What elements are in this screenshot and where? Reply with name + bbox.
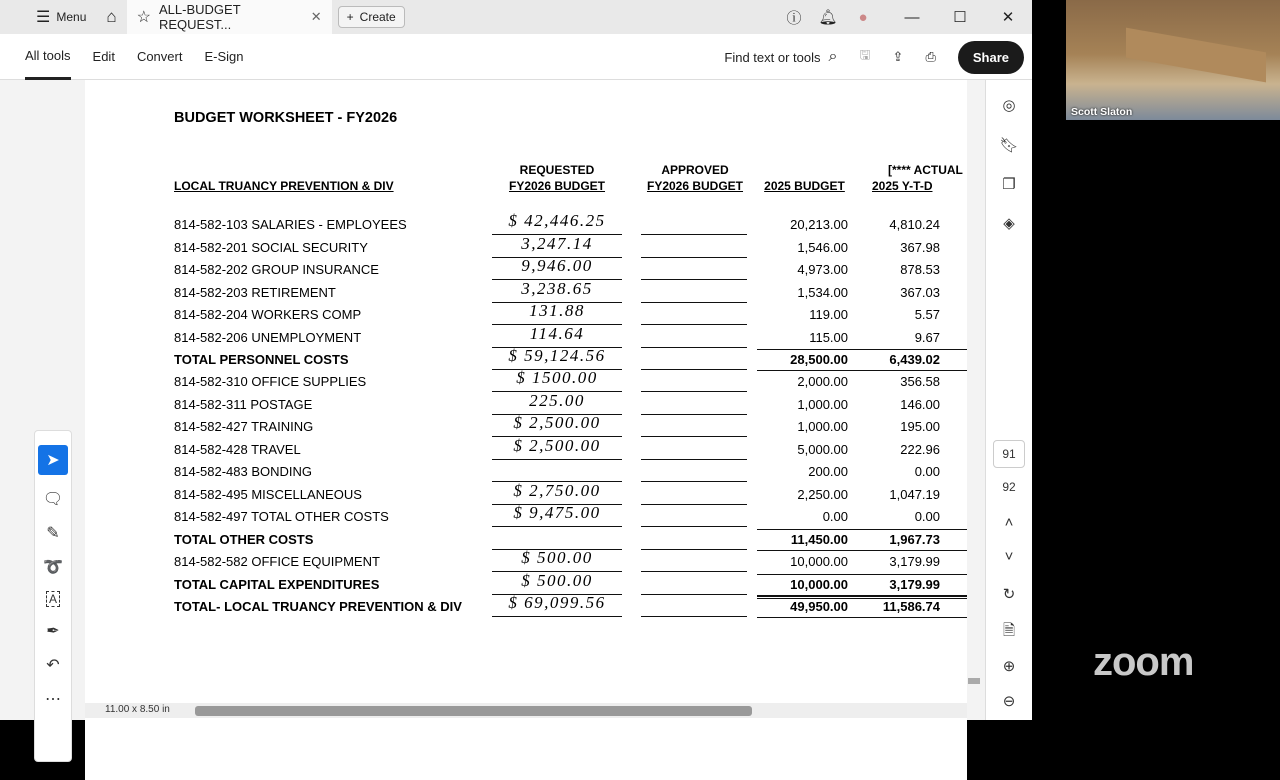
budget-2025-amount: 1,534.00 — [797, 285, 848, 300]
approved-amount-blank[interactable] — [641, 593, 747, 617]
document-tab[interactable] — [127, 0, 332, 34]
row-label: 814-582-202 GROUP INSURANCE — [174, 262, 379, 277]
header-actual — [865, 162, 967, 194]
right-sidebar — [985, 80, 1032, 720]
comment-icon[interactable]: 🗨︎ — [42, 491, 64, 508]
ytd-amount: 0.00 — [914, 464, 940, 479]
home-icon: ⌂ — [106, 7, 117, 26]
save-icon[interactable]: 🖫︎ — [859, 47, 871, 62]
requested-amount: 131.88 — [492, 301, 622, 325]
page-92-thumb[interactable]: 92 — [1002, 480, 1016, 494]
page-size-label: 11.00 x 8.50 in — [105, 704, 170, 715]
ytd-amount: 9.67 — [914, 330, 940, 345]
ytd-amount: 146.00 — [900, 397, 940, 412]
header-text: REQUESTED — [519, 163, 595, 177]
row-label: 814-582-495 MISCELLANEOUS — [174, 487, 362, 502]
pages-icon[interactable]: ❐ — [1002, 176, 1016, 193]
budget-2025-amount: 0.00 — [822, 509, 848, 524]
row-label: 814-582-204 WORKERS COMP — [174, 307, 362, 322]
pdf-page — [85, 80, 967, 780]
requested-amount: $ 69,099.56 — [492, 593, 622, 617]
approved-amount-blank[interactable] — [641, 301, 747, 325]
header-approved — [635, 162, 755, 194]
vertical-scrollbar[interactable] — [968, 678, 980, 684]
participant-video — [1066, 0, 1280, 120]
row-label: 814-582-311 POSTAGE — [174, 397, 313, 412]
ytd-amount: 367.03 — [900, 285, 940, 300]
total-rule — [757, 370, 967, 371]
requested-amount: $ 59,124.56 — [492, 346, 622, 370]
star-icon[interactable]: ☆ — [136, 9, 151, 26]
budget-2025-amount: 1,546.00 — [797, 240, 848, 255]
budget-2025-amount: 2,000.00 — [797, 374, 848, 389]
draw-freehand-icon[interactable]: ➰ — [43, 559, 63, 576]
requested-amount: $ 2,750.00 — [492, 481, 622, 505]
total-rule — [757, 529, 967, 530]
row-label: 814-582-310 OFFICE SUPPLIES — [174, 374, 367, 389]
budget-2025-amount: 1,000.00 — [797, 397, 848, 412]
section-heading: LOCAL TRUANCY PREVENTION & DIV — [174, 179, 394, 193]
help-icon[interactable]: ⓘ — [786, 9, 802, 27]
budget-2025-amount: 5,000.00 — [797, 442, 848, 457]
avatar[interactable]: ● — [858, 8, 868, 26]
row-label: 814-582-201 SOCIAL SECURITY — [174, 240, 368, 255]
home-button[interactable] — [96, 0, 126, 34]
approved-amount-blank[interactable] — [641, 211, 747, 235]
share-button[interactable]: Share — [958, 41, 1024, 74]
zoom-in-icon[interactable]: ⊕ — [1002, 658, 1016, 675]
approved-amount-blank[interactable] — [641, 548, 747, 572]
zoom-logo: zoom — [1093, 640, 1194, 684]
requested-amount: $ 9,475.00 — [492, 503, 622, 527]
create-label: Create — [359, 10, 396, 24]
close-tab-icon[interactable]: ✕ — [310, 9, 322, 24]
row-label: 814-582-206 UNEMPLOYMENT — [174, 330, 362, 345]
row-label: 814-582-497 TOTAL OTHER COSTS — [174, 509, 389, 524]
page-91-thumb[interactable]: 91 — [993, 440, 1025, 468]
row-label: 814-582-483 BONDING — [174, 464, 313, 479]
total-rule — [757, 550, 967, 551]
tab-convert[interactable]: Convert — [136, 49, 183, 64]
ytd-amount: 0.00 — [914, 509, 940, 524]
plus-icon: + — [346, 10, 354, 24]
budget-2025-amount: 119.00 — [809, 307, 848, 322]
select-cursor-icon[interactable]: ➤ — [38, 445, 68, 475]
row-label: 814-582-427 TRAINING — [174, 419, 314, 434]
hamburger-icon: ☰ — [36, 9, 51, 26]
ytd-amount: 4,810.24 — [889, 217, 940, 232]
budget-2025-amount: 200.00 — [808, 464, 848, 479]
tab-all-tools[interactable]: All tools — [25, 34, 71, 80]
page-extract-icon[interactable]: 🗎︎ — [1002, 622, 1016, 639]
requested-amount: 3,238.65 — [492, 279, 622, 303]
chevron-up-icon[interactable]: ˄ — [1004, 514, 1014, 531]
header-text: APPROVED — [661, 163, 729, 177]
bell-icon[interactable]: 🔔︎ — [818, 9, 838, 26]
requested-amount: $ 42,446.25 — [492, 211, 622, 235]
header-text: [**** ACTUAL — [888, 163, 963, 177]
page-title: BUDGET WORKSHEET - FY2026 — [174, 110, 398, 126]
approved-amount-blank[interactable] — [641, 458, 747, 482]
row-label: 814-582-103 SALARIES - EMPLOYEES — [174, 217, 407, 232]
tab-esign[interactable]: E-Sign — [204, 49, 244, 64]
more-icon[interactable]: ⋯ — [45, 691, 61, 708]
budget-2025-amount: 10,000.00 — [790, 554, 848, 569]
requested-amount: $ 2,500.00 — [492, 436, 622, 460]
requested-amount: $ 2,500.00 — [492, 413, 622, 437]
header-text: 2025 Y-T-D — [872, 179, 933, 193]
requested-amount: 9,946.00 — [492, 256, 622, 280]
highlight-pen-icon[interactable]: ✎ — [46, 525, 60, 542]
approved-amount-blank[interactable] — [641, 526, 747, 550]
ytd-amount: 367.98 — [900, 240, 940, 255]
participant-name: Scott Slaton — [1071, 106, 1133, 118]
bookmark-icon[interactable]: 🔖︎ — [999, 137, 1019, 154]
close-window-button[interactable]: ✕ — [1001, 9, 1015, 26]
horizontal-scrollbar[interactable] — [85, 703, 967, 718]
tab-title: ALL-BUDGET REQUEST... — [159, 2, 241, 32]
approved-amount-blank[interactable] — [641, 368, 747, 392]
requested-amount — [492, 458, 622, 482]
search-icon: ⌕ — [828, 48, 838, 65]
approved-amount-blank[interactable] — [641, 391, 747, 415]
refresh-icon[interactable]: ↻ — [1002, 586, 1016, 603]
find-label: Find text or tools — [724, 49, 821, 65]
requested-amount: 114.64 — [492, 324, 622, 348]
approved-amount-blank[interactable] — [641, 346, 747, 370]
budget-2025-amount: 28,500.00 — [790, 352, 848, 367]
row-label: 814-582-428 TRAVEL — [174, 442, 301, 457]
zoom-out-icon[interactable]: ⊖ — [1002, 693, 1016, 710]
budget-2025-amount: 1,000.00 — [797, 419, 848, 434]
quick-tools-panel — [34, 430, 72, 762]
budget-2025-amount: 49,950.00 — [790, 599, 848, 614]
ytd-amount: 6,439.02 — [889, 352, 940, 367]
requested-amount: $ 1500.00 — [492, 368, 622, 392]
approved-amount-blank[interactable] — [641, 413, 747, 437]
menu-label: Menu — [56, 10, 87, 24]
requested-amount: 3,247.14 — [492, 234, 622, 258]
print-icon[interactable]: ⎙ — [925, 49, 936, 64]
total-rule — [757, 574, 967, 575]
header-text: FY2026 BUDGET — [508, 179, 606, 193]
approved-amount-blank[interactable] — [641, 234, 747, 258]
create-button[interactable] — [338, 6, 405, 28]
row-label: TOTAL OTHER COSTS — [174, 532, 314, 547]
document-viewport — [0, 80, 985, 720]
budget-2025-amount: 11,450.00 — [790, 532, 848, 547]
ytd-amount: 3,179.99 — [889, 577, 940, 592]
find-button[interactable] — [724, 48, 837, 66]
row-label: TOTAL PERSONNEL COSTS — [174, 352, 349, 367]
approved-amount-blank[interactable] — [641, 324, 747, 348]
chevron-down-icon[interactable]: ˅ — [1004, 548, 1014, 565]
requested-amount: 225.00 — [492, 391, 622, 415]
ytd-amount: 11,586.74 — [882, 599, 940, 614]
header-2025-budget: 2025 BUDGET — [764, 179, 845, 193]
row-label: TOTAL CAPITAL EXPENDITURES — [174, 577, 380, 592]
scroll-thumb[interactable] — [195, 706, 752, 716]
header-requested — [492, 162, 622, 194]
approved-amount-blank[interactable] — [641, 436, 747, 460]
minimize-button[interactable]: — — [904, 8, 920, 26]
ytd-amount: 356.58 — [900, 374, 940, 389]
requested-amount: $ 500.00 — [492, 571, 622, 595]
ai-assistant-icon[interactable]: ◎ — [1002, 97, 1016, 114]
budget-2025-amount: 10,000.00 — [790, 577, 848, 592]
approved-amount-blank[interactable] — [641, 503, 747, 527]
main-toolbar — [0, 34, 1032, 80]
row-label: 814-582-203 RETIREMENT — [174, 285, 336, 300]
ytd-amount: 1,967.73 — [889, 532, 940, 547]
ytd-amount: 5.57 — [914, 307, 940, 322]
total-rule — [757, 596, 967, 599]
row-label: 814-582-582 OFFICE EQUIPMENT — [174, 554, 380, 569]
budget-2025-amount: 115.00 — [809, 330, 848, 345]
title-bar — [0, 0, 1032, 34]
ytd-amount: 195.00 — [900, 419, 940, 434]
requested-amount — [492, 526, 622, 550]
approved-amount-blank[interactable] — [641, 481, 747, 505]
ytd-amount: 878.53 — [900, 262, 940, 277]
total-rule — [757, 349, 967, 350]
layers-icon[interactable]: ◈ — [1003, 215, 1015, 232]
ytd-amount: 1,047.19 — [889, 487, 940, 502]
fill-sign-icon[interactable]: ✒ — [46, 623, 60, 640]
approved-amount-blank[interactable] — [641, 256, 747, 280]
budget-2025-amount: 20,213.00 — [790, 217, 848, 232]
row-label: TOTAL- LOCAL TRUANCY PREVENTION & DIV — [174, 599, 462, 614]
undo-icon[interactable]: ↶ — [46, 657, 60, 674]
video-scene — [1126, 28, 1266, 83]
menu-button[interactable] — [26, 0, 96, 34]
upload-cloud-icon[interactable]: ⇪ — [892, 49, 904, 64]
ytd-amount: 222.96 — [900, 442, 940, 457]
tab-edit[interactable]: Edit — [92, 49, 115, 64]
maximize-button[interactable]: ☐ — [953, 9, 967, 26]
approved-amount-blank[interactable] — [641, 571, 747, 595]
budget-2025-amount: 2,250.00 — [797, 487, 848, 502]
text-recognition-icon[interactable]: A — [46, 591, 60, 607]
header-text: FY2026 BUDGET — [646, 179, 744, 193]
budget-2025-amount: 4,973.00 — [797, 262, 848, 277]
approved-amount-blank[interactable] — [641, 279, 747, 303]
requested-amount: $ 500.00 — [492, 548, 622, 572]
ytd-amount: 3,179.99 — [889, 554, 940, 569]
total-rule — [757, 617, 967, 618]
